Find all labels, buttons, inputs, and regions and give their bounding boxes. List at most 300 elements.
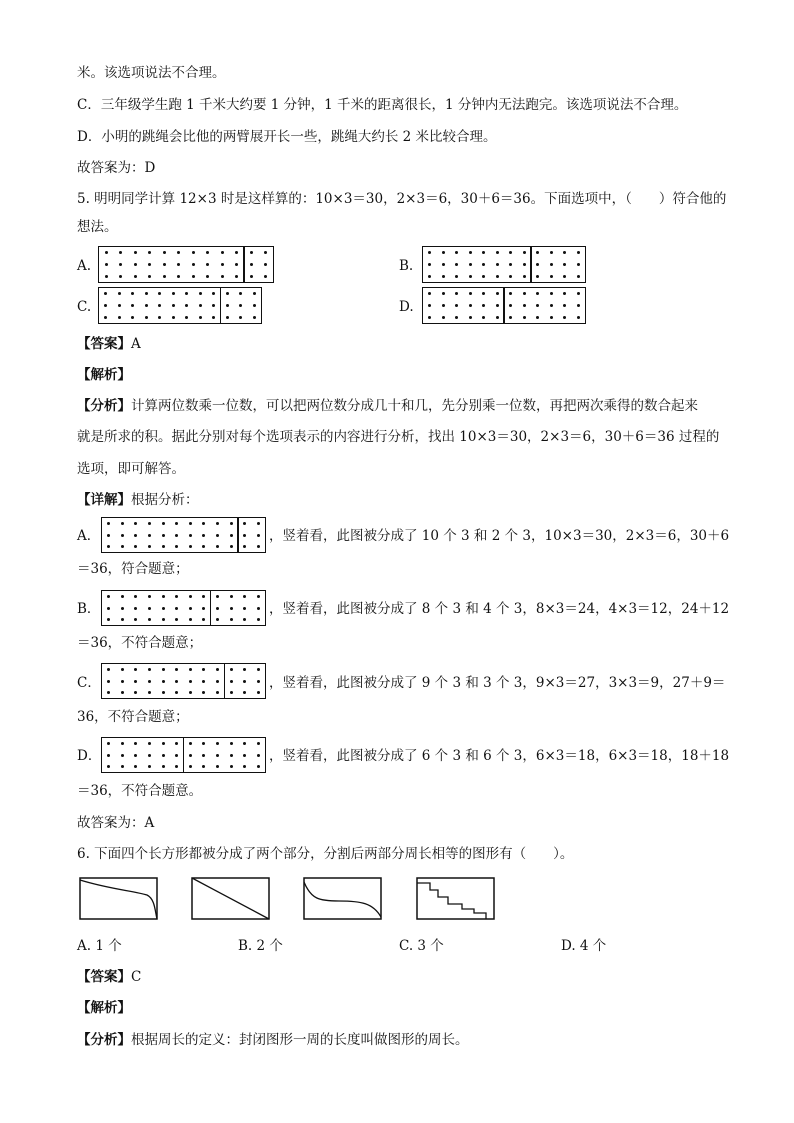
- dot: [216, 607, 219, 610]
- dot: [202, 668, 205, 671]
- dot: [243, 595, 246, 598]
- dot: [455, 316, 458, 319]
- dot: [482, 292, 485, 295]
- dot: [496, 275, 499, 278]
- grid-divider: [183, 738, 184, 772]
- dot: [216, 691, 219, 694]
- dot: [216, 680, 219, 683]
- dot-grid-option-a: [98, 246, 274, 283]
- dot: [243, 607, 246, 610]
- dot: [257, 691, 260, 694]
- dot: [469, 263, 472, 266]
- analysis-tag: 【解析】: [77, 367, 131, 383]
- dot: [250, 251, 253, 254]
- dot: [264, 275, 267, 278]
- dot: [455, 251, 458, 254]
- dot: [202, 607, 205, 610]
- dot: [158, 292, 161, 295]
- dot: [206, 263, 209, 266]
- dot: [428, 275, 431, 278]
- dot: [162, 765, 165, 768]
- detail-b-label: B．: [77, 601, 101, 617]
- detail-dot-grid-a: [101, 517, 266, 553]
- dot: [550, 304, 553, 307]
- dot: [230, 754, 233, 757]
- dot: [469, 275, 472, 278]
- dot: [189, 522, 192, 525]
- dot: [189, 691, 192, 694]
- dot: [158, 304, 161, 307]
- conclusion: 故答案为：A: [77, 815, 155, 831]
- detail-c-label: C．: [77, 675, 101, 691]
- detail-a-text: ，竖着看，此图被分成了 10 个 3 和 2 个 3，10×3＝30，2×3＝6，30＋6: [269, 528, 730, 544]
- dot: [119, 275, 122, 278]
- dot: [230, 595, 233, 598]
- dot: [202, 545, 205, 548]
- dot: [235, 263, 238, 266]
- dot: [428, 263, 431, 266]
- detail-b-text: ，竖着看，此图被分成了 8 个 3 和 4 个 3，8×3＝24，4×3＝12，24＋12: [269, 601, 730, 617]
- xiangjie-line: [77, 491, 199, 509]
- dot: [162, 754, 165, 757]
- dot: [216, 742, 219, 745]
- dot: [469, 251, 472, 254]
- dot: [162, 680, 165, 683]
- dot: [536, 304, 539, 307]
- dot: [121, 765, 124, 768]
- dot: [172, 292, 175, 295]
- dot: [216, 765, 219, 768]
- dot: [230, 668, 233, 671]
- dot: [175, 545, 178, 548]
- dot-grid-option-d: [422, 287, 586, 324]
- grid-divider: [220, 288, 221, 323]
- dot: [148, 522, 151, 525]
- dot: [134, 275, 137, 278]
- dot: [523, 275, 526, 278]
- dot: [243, 668, 246, 671]
- dot: [230, 522, 233, 525]
- dot: [148, 263, 151, 266]
- dot: [105, 275, 108, 278]
- dot: [175, 618, 178, 621]
- dot: [496, 292, 499, 295]
- dot: [243, 765, 246, 768]
- dot: [162, 668, 165, 671]
- dot: [253, 304, 256, 307]
- dot: [442, 316, 445, 319]
- dot: [482, 304, 485, 307]
- dot: [250, 263, 253, 266]
- xiangjie-tag: 【详解】: [77, 492, 131, 508]
- dot: [162, 534, 165, 537]
- dot: [134, 534, 137, 537]
- dot: [121, 742, 124, 745]
- dot: [107, 534, 110, 537]
- dot: [202, 742, 205, 745]
- dot: [162, 607, 165, 610]
- dot: [189, 742, 192, 745]
- dot: [243, 534, 246, 537]
- dot: [118, 316, 121, 319]
- dot: [216, 545, 219, 548]
- dot: [230, 680, 233, 683]
- dot: [104, 292, 107, 295]
- dot: [469, 316, 472, 319]
- dot: [145, 316, 148, 319]
- dot: [121, 522, 124, 525]
- option-a: A. 1 个: [77, 938, 122, 954]
- dot: [177, 251, 180, 254]
- dot: [239, 304, 242, 307]
- dot: [192, 263, 195, 266]
- fenxi-text: 计算两位数乘一位数，可以把两位数分成几十和几，先分别乘一位数，再把两次乘得的数合起来: [131, 398, 698, 414]
- answer-line: [77, 335, 141, 353]
- dot: [428, 251, 431, 254]
- dot: [216, 668, 219, 671]
- rectangle-figure-1: [79, 877, 159, 921]
- option-c: C. 3 个: [399, 938, 444, 954]
- dot: [202, 680, 205, 683]
- dot: [239, 316, 242, 319]
- dot: [121, 680, 124, 683]
- fenxi-tag: 【分析】: [77, 398, 131, 414]
- dot: [199, 304, 202, 307]
- option-d-label: D.: [399, 299, 414, 315]
- fenxi-line: 选项，即可解答。: [77, 461, 185, 477]
- dot: [253, 292, 256, 295]
- dot: [175, 668, 178, 671]
- dot: [482, 316, 485, 319]
- dot: [148, 668, 151, 671]
- dot: [121, 691, 124, 694]
- dot: [107, 595, 110, 598]
- dot: [496, 263, 499, 266]
- dot: [230, 618, 233, 621]
- grid-divider: [210, 591, 211, 625]
- dot: [202, 595, 205, 598]
- dot: [175, 534, 178, 537]
- dot: [469, 292, 472, 295]
- answer-line: [77, 968, 141, 986]
- dot: [107, 545, 110, 548]
- dot: [189, 680, 192, 683]
- dot-grid-option-c: [98, 287, 262, 324]
- dot: [536, 316, 539, 319]
- dot: [162, 545, 165, 548]
- fenxi-line: 就是所求的积。据此分别对每个选项表示的内容进行分析，找出 10×3＝30，2×3＝6，30＋6＝36 过程的: [77, 429, 720, 445]
- dot: [230, 607, 233, 610]
- dot: [189, 754, 192, 757]
- dot: [107, 765, 110, 768]
- dot: [230, 691, 233, 694]
- dot: [148, 691, 151, 694]
- dot: [257, 754, 260, 757]
- dot: [550, 316, 553, 319]
- dot: [577, 263, 580, 266]
- dot: [257, 595, 260, 598]
- dot: [145, 304, 148, 307]
- answer-value: C: [131, 969, 142, 985]
- dot: [104, 316, 107, 319]
- dot: [577, 292, 580, 295]
- dot: [163, 263, 166, 266]
- dot: [257, 545, 260, 548]
- dot: [148, 742, 151, 745]
- dot: [175, 595, 178, 598]
- dot: [212, 316, 215, 319]
- dot: [162, 522, 165, 525]
- dot: [131, 316, 134, 319]
- dot: [148, 251, 151, 254]
- dot: [550, 251, 553, 254]
- dot: [428, 316, 431, 319]
- detail-dot-grid-c: [101, 663, 266, 699]
- dot: [202, 522, 205, 525]
- dot: [230, 765, 233, 768]
- dot: [118, 292, 121, 295]
- dot: [550, 292, 553, 295]
- dot: [148, 765, 151, 768]
- dot: [145, 292, 148, 295]
- dot: [172, 304, 175, 307]
- dot: [206, 275, 209, 278]
- dot-grid-option-b: [422, 246, 586, 283]
- dot: [257, 534, 260, 537]
- dot: [243, 691, 246, 694]
- dot: [121, 618, 124, 621]
- dot: [134, 545, 137, 548]
- dot: [536, 292, 539, 295]
- dot: [523, 292, 526, 295]
- dot: [577, 316, 580, 319]
- dot: [563, 263, 566, 266]
- dot: [175, 607, 178, 610]
- grid-divider: [503, 288, 504, 323]
- dot: [202, 691, 205, 694]
- dot: [185, 316, 188, 319]
- dot: [163, 251, 166, 254]
- dot: [121, 534, 124, 537]
- dot: [131, 292, 134, 295]
- dot: [212, 292, 215, 295]
- dot: [162, 742, 165, 745]
- dot: [523, 316, 526, 319]
- dot: [221, 275, 224, 278]
- dot: [536, 251, 539, 254]
- dot: [482, 275, 485, 278]
- dot: [107, 691, 110, 694]
- grid-divider: [237, 518, 238, 552]
- dot: [257, 668, 260, 671]
- dot: [107, 680, 110, 683]
- dot: [442, 251, 445, 254]
- dot: [199, 292, 202, 295]
- dot: [134, 595, 137, 598]
- dot: [509, 251, 512, 254]
- dot: [107, 742, 110, 745]
- dot: [509, 263, 512, 266]
- dot: [189, 618, 192, 621]
- dot: [523, 304, 526, 307]
- dot: [577, 304, 580, 307]
- dot: [148, 275, 151, 278]
- dot: [175, 522, 178, 525]
- dot: [442, 292, 445, 295]
- dot: [243, 680, 246, 683]
- dot: [536, 275, 539, 278]
- option-a-label: A.: [77, 258, 92, 274]
- dot: [189, 545, 192, 548]
- dot: [577, 251, 580, 254]
- dot: [455, 275, 458, 278]
- grid-divider: [224, 664, 225, 698]
- detail-d-text-cont: ＝36，不符合题意。: [77, 783, 203, 799]
- dot: [134, 618, 137, 621]
- text-line: 故答案为：D: [77, 160, 156, 176]
- dot: [442, 275, 445, 278]
- detail-a-text-cont: ＝36，符合题意；: [77, 561, 189, 577]
- dot: [192, 275, 195, 278]
- dot: [216, 522, 219, 525]
- dot: [134, 607, 137, 610]
- option-d: D. 4 个: [561, 938, 607, 954]
- fenxi-tag: 【分析】: [77, 1032, 131, 1048]
- dot: [189, 668, 192, 671]
- fenxi-text: 根据周长的定义：封闭图形一周的长度叫做图形的周长。: [131, 1032, 469, 1048]
- dot: [175, 754, 178, 757]
- dot: [131, 304, 134, 307]
- dot: [235, 251, 238, 254]
- grid-divider: [530, 247, 531, 282]
- dot: [577, 275, 580, 278]
- dot: [107, 522, 110, 525]
- dot: [253, 316, 256, 319]
- dot: [257, 742, 260, 745]
- dot: [563, 316, 566, 319]
- dot: [563, 292, 566, 295]
- dot: [482, 251, 485, 254]
- dot: [175, 742, 178, 745]
- dot: [107, 668, 110, 671]
- detail-c-text-cont: 36，不符合题意；: [77, 709, 189, 725]
- dot: [105, 263, 108, 266]
- detail-d-text: ，竖着看，此图被分成了 6 个 3 和 6 个 3，6×3＝18，6×3＝18，18＋18: [269, 748, 730, 764]
- dot: [235, 275, 238, 278]
- dot: [221, 263, 224, 266]
- detail-dot-grid-d: [101, 737, 266, 773]
- dot: [230, 742, 233, 745]
- dot: [216, 618, 219, 621]
- dot: [216, 754, 219, 757]
- dot: [230, 534, 233, 537]
- dot: [148, 754, 151, 757]
- dot: [496, 251, 499, 254]
- dot: [523, 251, 526, 254]
- dot: [134, 668, 137, 671]
- dot: [230, 545, 233, 548]
- dot: [192, 251, 195, 254]
- dot: [216, 595, 219, 598]
- dot: [455, 304, 458, 307]
- dot: [121, 545, 124, 548]
- question-5-stem: 5. 明明同学计算 12×3 时是这样算的：10×3＝30，2×3＝6，30＋6＝36。下面选项中，（ ）符合他的: [77, 191, 727, 207]
- dot: [250, 275, 253, 278]
- dot: [189, 534, 192, 537]
- dot: [134, 680, 137, 683]
- dot: [221, 251, 224, 254]
- dot: [177, 275, 180, 278]
- dot: [175, 765, 178, 768]
- dot: [148, 607, 151, 610]
- detail-c-text: ，竖着看，此图被分成了 9 个 3 和 3 个 3，9×3＝27，3×3＝9，27＋9＝: [269, 675, 726, 691]
- dot: [226, 316, 229, 319]
- dot: [104, 304, 107, 307]
- dot: [175, 691, 178, 694]
- dot: [509, 316, 512, 319]
- dot: [134, 754, 137, 757]
- xiangjie-text: 根据分析：: [131, 492, 199, 508]
- dot: [162, 618, 165, 621]
- dot: [163, 275, 166, 278]
- fenxi-line: [77, 1031, 469, 1049]
- dot: [257, 522, 260, 525]
- dot: [243, 754, 246, 757]
- dot: [257, 680, 260, 683]
- dot: [509, 275, 512, 278]
- answer-tag: 【答案】: [77, 969, 131, 985]
- dot: [243, 742, 246, 745]
- dot: [121, 607, 124, 610]
- dot: [134, 765, 137, 768]
- dot: [119, 251, 122, 254]
- dot: [199, 316, 202, 319]
- dot: [189, 595, 192, 598]
- dot: [226, 292, 229, 295]
- dot: [148, 545, 151, 548]
- dot: [107, 618, 110, 621]
- dot: [264, 263, 267, 266]
- dot: [121, 668, 124, 671]
- rectangle-figure-2: [191, 877, 271, 921]
- dot: [148, 595, 151, 598]
- dot: [148, 618, 151, 621]
- detail-dot-grid-b: [101, 590, 266, 626]
- detail-d-label: D．: [77, 748, 102, 764]
- dot: [206, 251, 209, 254]
- analysis-tag: 【解析】: [77, 1000, 131, 1016]
- answer-value: A: [131, 336, 141, 352]
- dot: [550, 275, 553, 278]
- dot: [563, 251, 566, 254]
- dot: [148, 680, 151, 683]
- dot: [469, 304, 472, 307]
- dot: [257, 765, 260, 768]
- text-line: D．小明的跳绳会比他的两臂展开长一些，跳绳大约长 2 米比较合理。: [77, 129, 497, 145]
- dot: [134, 251, 137, 254]
- dot: [243, 522, 246, 525]
- dot: [118, 304, 121, 307]
- dot: [509, 292, 512, 295]
- dot: [175, 680, 178, 683]
- answer-tag: 【答案】: [77, 336, 131, 352]
- dot: [121, 754, 124, 757]
- dot: [162, 595, 165, 598]
- dot: [226, 304, 229, 307]
- grid-divider: [243, 247, 244, 282]
- dot: [482, 263, 485, 266]
- dot: [189, 607, 192, 610]
